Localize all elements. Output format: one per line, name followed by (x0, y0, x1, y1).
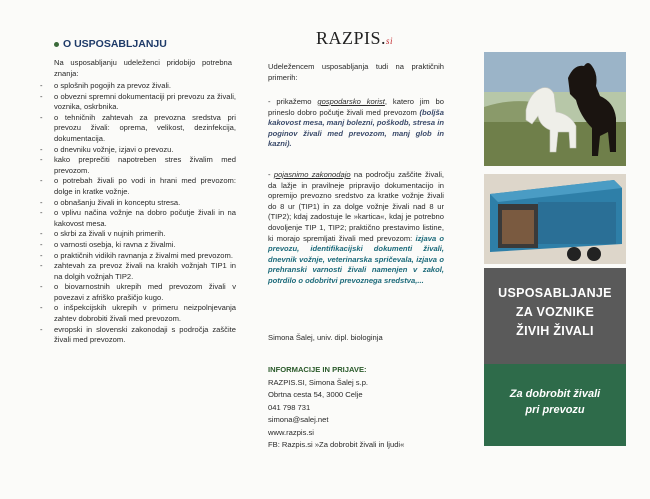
cover-subtitle-box (484, 364, 626, 446)
cover-subtitle-line: Za dobrobit živali (509, 388, 601, 400)
author-signature: Simona Šalej, univ. dipl. biologinja (268, 333, 383, 342)
panel-about-training (40, 0, 236, 499)
bullet-dot-icon (54, 42, 59, 47)
list-item: - zahtevah za prevoz živali na krakih vožnjah TIP1 in na dolgih vožnjah TIP2. (40, 261, 236, 281)
list-item: - evropski in slovenski zakonodaji s področja zaščite živali med prevozom. (40, 324, 236, 345)
examples-intro: Udeležencem usposabljanja tudi na praktičnih primerih: (268, 62, 444, 82)
about-intro: Na usposabljanju udeleženci pridobijo potrebna znanja: (54, 58, 232, 78)
cover-subtitle-line: pri prevozu (525, 404, 585, 416)
list-item: - o inšpekcijskih ukrepih v primeru neizpolnjevanja zahtev dobrobiti živali med prevozom. (40, 303, 236, 324)
contact-website: www.razpis.si (268, 427, 314, 437)
contact-heading: INFORMACIJE IN PRIJAVE: (268, 365, 367, 374)
list-item: - o dnevniku vožnje, izjavi o prevozu. (40, 144, 174, 154)
list-item: - o varnosti osebja, ki ravna z živalmi. (40, 239, 176, 249)
list-item: - o skrbi za živali v nujnih primerih. (40, 229, 166, 239)
list-item: - o praktičnih vidikih ravnanja z živalmi med prevozom. (40, 250, 233, 260)
contact-email: simona@salej.net (268, 415, 329, 425)
contact-address: Obrtna cesta 54, 3000 Celje (268, 390, 363, 400)
contact-company: RAZPIS.SI, Simona Šalej s.p. (268, 378, 369, 387)
contact-phone: 041 798 731 (268, 402, 311, 412)
about-bullet-list (40, 81, 236, 346)
horses-photo (484, 52, 626, 166)
list-item: - o biovarnostnih ukrepih med prevozom živali v povezavi z afriško prašičjo kugo. (40, 282, 236, 302)
contact-facebook: FB: Razpis.si »Za dobrobit živali in ljudi« (268, 440, 405, 450)
panel-practical-examples (258, 0, 458, 499)
cover-title-line: ŽIVIH ŽIVALI (516, 324, 594, 338)
list-item: - kako preprečiti napotreben stres živalim med prevozom. (40, 155, 236, 175)
cover-title-line: USPOSABLJANJE (498, 286, 612, 300)
razpis-logo: RAZPIS.si (316, 28, 394, 48)
list-item: - o obvezni spremni dokumentaciji pri prevozu za živali, voznika, oskrbnika. (40, 91, 236, 112)
about-heading: O USPOSABLJANJU (54, 38, 167, 50)
cover-title-box (484, 268, 626, 364)
list-item: - o splošnih pogojih za prevoz živali. (40, 81, 171, 90)
list-item: - o tehničnih zahtevah za prevozna sredstva pri prevozu živali: oprema, velikost, dezinfekcija, dokumentacija. (40, 112, 236, 143)
example-economic-benefit: - prikažemo gospodarsko korist, katero jim bo prineslo dobro počutje živali med prevozom (boljša kakovost mesa, manj bolezni, poškodb, stresa in poginov živali med prevozom, manj glob in kazni). (268, 97, 444, 149)
list-item: - o obnašanju živali in konceptu stresa. (40, 197, 181, 207)
list-item: - o potrebah živali po vodi in hrani med prevozom: dolge in kratke vožnje. (40, 176, 236, 196)
trailer-photo (484, 174, 626, 264)
cover-title-line: ZA VOZNIKE (515, 305, 595, 319)
contact-block (268, 377, 444, 451)
list-item: - o vplivu načina vožnje na dobro počutje živali in na kakovost mesa. (40, 208, 236, 228)
panel-cover (484, 0, 626, 499)
example-legislation: - pojasnimo zakonodajo na področju zaščite živali, da lažje in pravilneje pripravijo dokumentacijo in opremijo prevozno sredstvo za kratke vožnje živali do 8 ur (TIP1) in za dolge vožnje živali nad 8 ur (TIP2); kdaj zadostuje le »kartica«, kdaj je potrebno dovoljenje TIP 1, TIP2; praktično prestavimo listine, ki morajo spremljati živali med prevozom: izjava o prevozu, identifikacijski dokumenti živali, dnevnik vožnje, veterinarska spričevala, izjava o prehranski varnosti živali namenjen v zakol, potrdilo o odobritvi prevoznega sredstva,... (268, 170, 445, 285)
